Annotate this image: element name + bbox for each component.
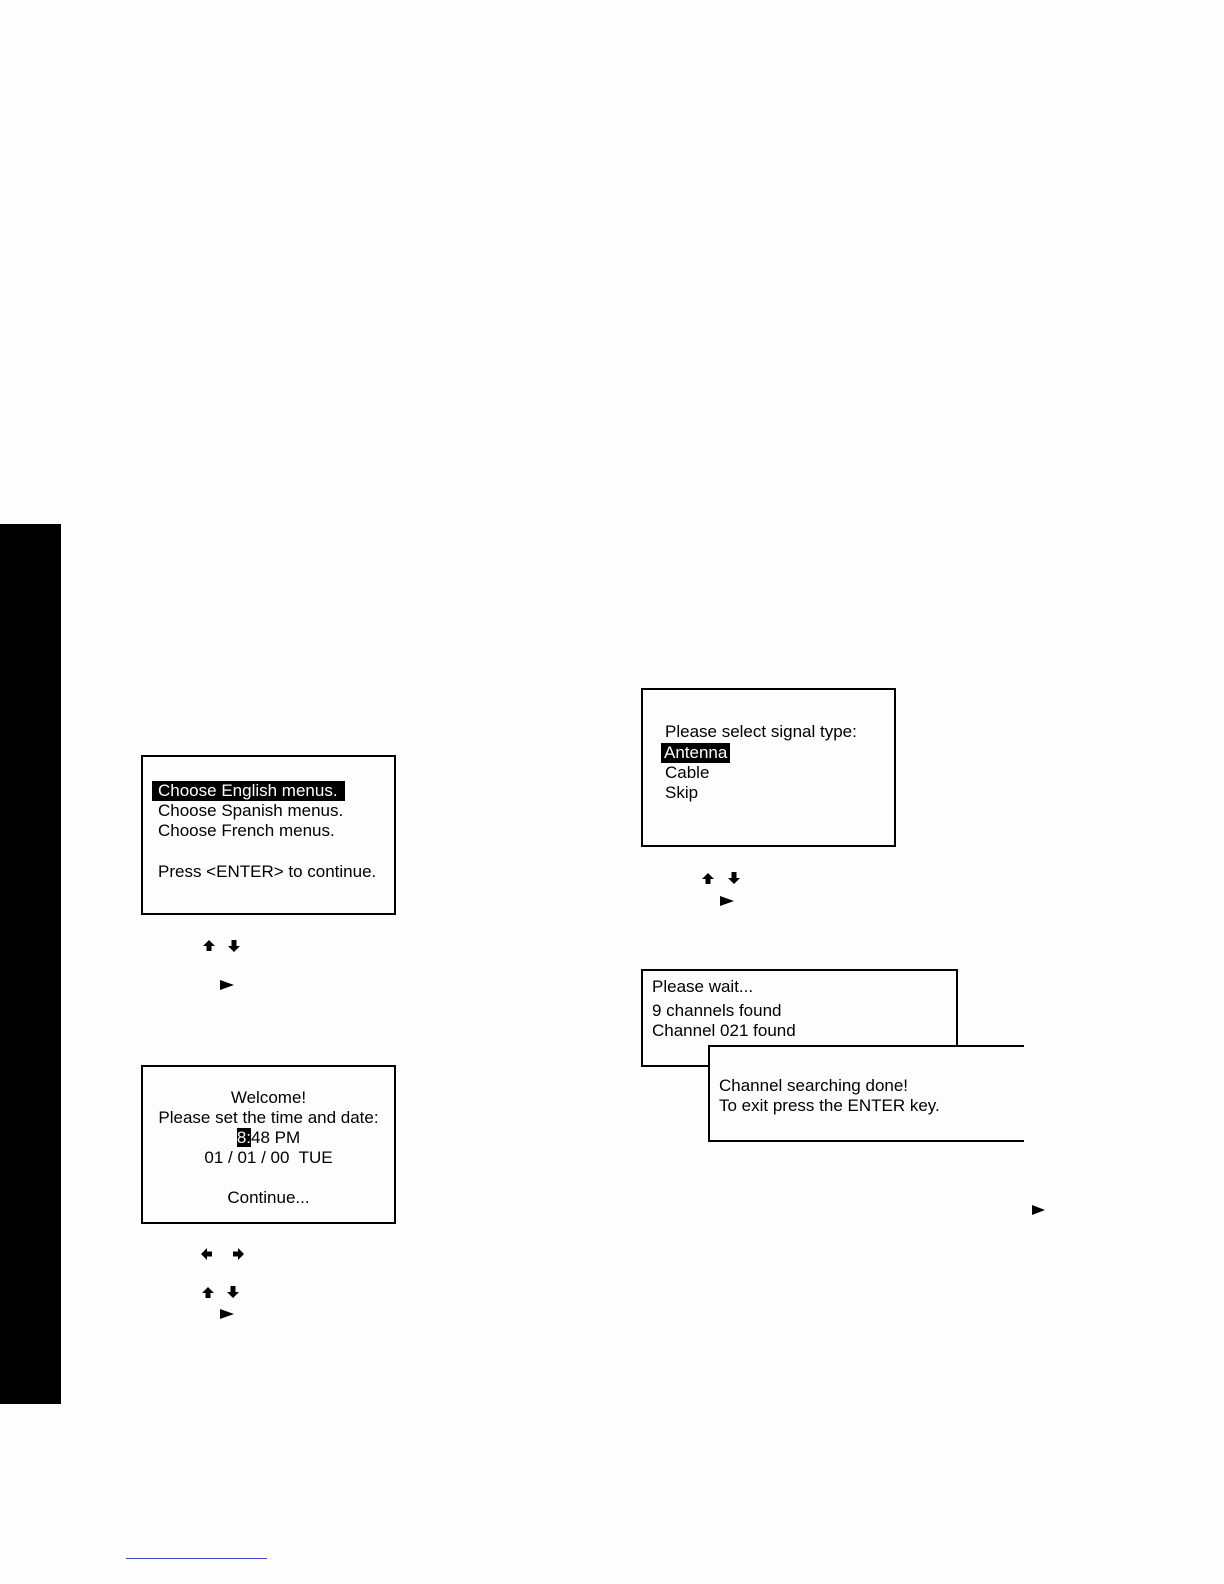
time-date-instruction: Please set the time and date: xyxy=(158,1108,379,1127)
play-arrow-icon xyxy=(719,895,735,907)
channel-found-text: Channel 021 found xyxy=(652,1021,796,1040)
play-arrow-icon xyxy=(219,1308,235,1320)
play-arrow-icon xyxy=(1031,1204,1046,1216)
left-arrow-icon xyxy=(200,1247,214,1261)
language-option-spanish[interactable]: Choose Spanish menus. xyxy=(158,801,344,820)
time-field[interactable] xyxy=(143,1128,394,1148)
signal-option-cable[interactable]: Cable xyxy=(665,763,710,782)
exit-instruction: To exit press the ENTER key. xyxy=(719,1096,940,1115)
language-option-english[interactable]: Choose English menus. xyxy=(152,781,345,801)
language-option-french[interactable]: Choose French menus. xyxy=(158,821,335,840)
side-tab xyxy=(0,524,61,1404)
welcome-title: Welcome! xyxy=(230,1088,307,1107)
welcome-screen xyxy=(141,1065,396,1224)
play-arrow-icon xyxy=(219,979,235,991)
signal-option-skip[interactable]: Skip xyxy=(665,783,699,802)
channels-found-count: 9 channels found xyxy=(652,1001,782,1020)
signal-option-antenna[interactable]: Antenna xyxy=(661,743,730,763)
up-arrow-icon xyxy=(701,872,715,886)
date-field[interactable]: 01 / 01 / 00 TUE xyxy=(204,1148,333,1167)
search-done-screen xyxy=(708,1045,1024,1142)
down-arrow-icon xyxy=(226,1285,240,1299)
down-arrow-icon xyxy=(227,939,241,953)
search-wait-text: Please wait... xyxy=(652,977,754,996)
down-arrow-icon xyxy=(727,871,741,885)
signal-type-prompt: Please select signal type: xyxy=(665,722,857,741)
up-arrow-icon xyxy=(202,939,216,953)
time-rest: 48 PM xyxy=(251,1128,301,1147)
signal-type-screen xyxy=(641,688,896,847)
continue-option[interactable]: Continue... xyxy=(227,1188,310,1207)
time-hour-cursor[interactable]: 8: xyxy=(236,1128,252,1147)
right-arrow-icon xyxy=(231,1247,245,1261)
up-arrow-icon xyxy=(201,1286,215,1300)
language-screen xyxy=(141,755,396,915)
search-done-message: Channel searching done! xyxy=(719,1076,909,1095)
continue-prompt: Press <ENTER> to continue. xyxy=(158,862,377,881)
footer-rule xyxy=(126,1558,267,1559)
